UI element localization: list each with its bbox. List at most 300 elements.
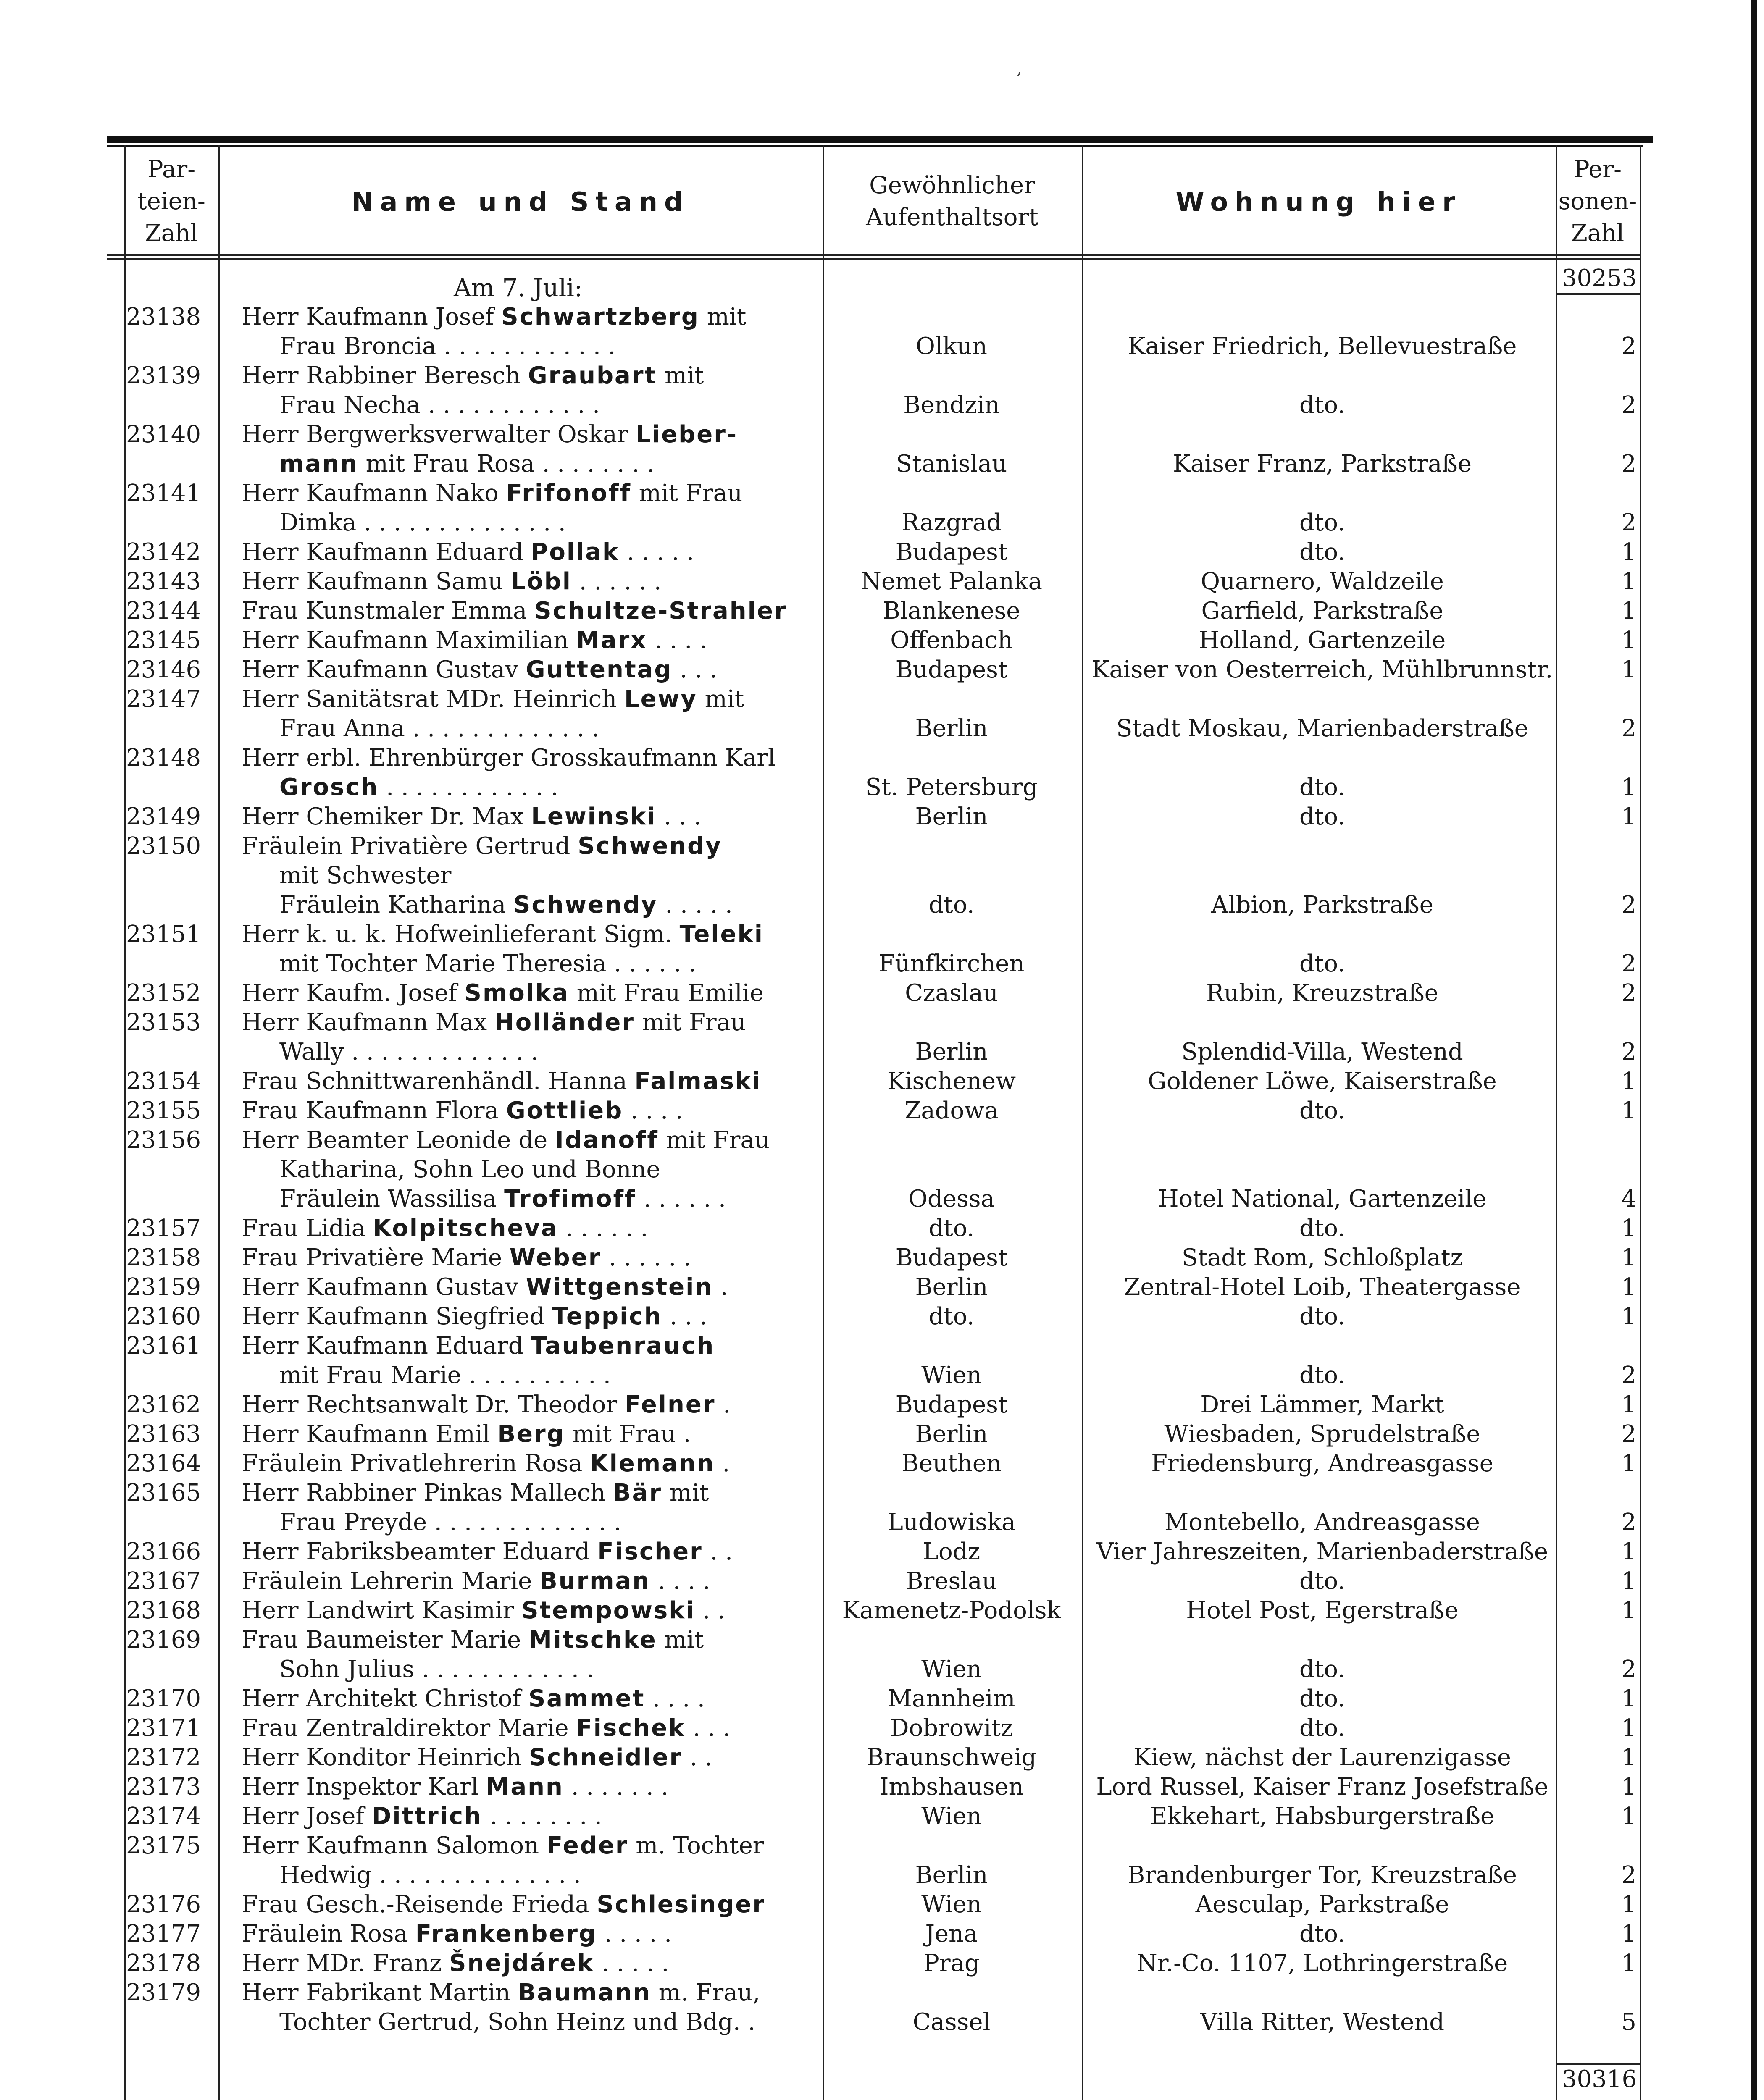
person-count: 1 <box>1621 1920 1636 1948</box>
lodging-address: Albion, Parkstraße <box>1211 891 1433 919</box>
name-and-status <box>242 1772 817 1802</box>
usual-residence: Breslau <box>906 1567 997 1595</box>
name-and-status <box>242 1067 817 1096</box>
name-suffix: . . . . . . <box>571 568 662 595</box>
name-text: Herr Chemiker Dr. Max <box>242 803 531 830</box>
usual-residence: Olkun <box>916 333 987 360</box>
person-count: 2 <box>1621 950 1636 977</box>
name-and-status <box>242 1390 817 1420</box>
name-text: Herr Kaufmann Max <box>242 1009 494 1036</box>
party-number: 23146 <box>126 656 201 683</box>
person-count: 1 <box>1621 1391 1636 1418</box>
name-suffix: . . . . . <box>597 1920 672 1948</box>
table-row <box>0 1302 1764 1331</box>
name-text: Frau Broncia . . . . . . . . . . . . <box>279 333 616 360</box>
table-row <box>0 685 1764 714</box>
usual-residence: Fünfkirchen <box>878 950 1025 977</box>
person-count: 2 <box>1621 391 1636 419</box>
party-number: 23140 <box>126 421 201 448</box>
party-number: 23169 <box>126 1626 201 1654</box>
lodging-address: Kaiser Franz, Parkstraße <box>1173 450 1472 478</box>
lodging-address: Holland, Gartenzeile <box>1199 627 1446 654</box>
party-number: 23174 <box>126 1803 201 1830</box>
table-row <box>0 832 1764 861</box>
party-number: 23143 <box>126 568 201 595</box>
name-suffix: . . . . . . <box>558 1215 648 1242</box>
name-and-status <box>279 1361 855 1390</box>
party-number: 23151 <box>126 921 201 948</box>
name-text: Fräulein Wassilisa <box>279 1185 505 1213</box>
name-and-status <box>242 1449 817 1478</box>
lodging-address: Stadt Rom, Schloßplatz <box>1182 1244 1463 1271</box>
name-suffix: mit Frau <box>658 1126 770 1154</box>
name-and-status <box>279 449 855 479</box>
name-text: Herr Kaufmann Emil <box>242 1420 498 1448</box>
lodging-address: dto. <box>1299 803 1345 830</box>
party-number: 23171 <box>126 1714 201 1742</box>
name-and-status <box>279 773 855 802</box>
usual-residence: Mannheim <box>888 1685 1015 1712</box>
header-lodging-here <box>1082 149 1556 254</box>
usual-residence: Prag <box>923 1950 980 1977</box>
party-number: 23153 <box>126 1009 201 1036</box>
surname: Schultze-Strahler <box>534 597 787 625</box>
person-count: 1 <box>1621 538 1636 566</box>
surname: Mitschke <box>528 1626 657 1654</box>
header-text: Par- <box>147 156 196 183</box>
carry-in-total: 30253 <box>1556 264 1641 295</box>
party-number: 23149 <box>126 803 201 830</box>
name-suffix: mit <box>662 1479 709 1507</box>
usual-residence: Lodz <box>923 1538 981 1565</box>
lodging-address: dto. <box>1299 1362 1345 1389</box>
lodging-address: Lord Russel, Kaiser Franz Josefstraße <box>1096 1773 1548 1801</box>
usual-residence: Budapest <box>895 1391 1008 1418</box>
name-and-status <box>279 1861 855 1890</box>
person-count: 1 <box>1621 1068 1636 1095</box>
usual-residence: St. Petersburg <box>865 774 1038 801</box>
name-suffix: mit Frau Emilie <box>569 979 764 1007</box>
party-number: 23173 <box>126 1773 201 1801</box>
person-count: 2 <box>1621 1509 1636 1536</box>
header-text: Aufenthaltsort <box>866 204 1038 231</box>
lodging-address: dto. <box>1299 1920 1345 1948</box>
name-text: Hedwig . . . . . . . . . . . . . . <box>279 1861 581 1889</box>
header-party-number <box>124 149 218 254</box>
party-number: 23147 <box>126 685 201 713</box>
usual-residence: Wien <box>921 1656 982 1683</box>
surname: Wittgenstein <box>526 1273 713 1301</box>
person-count: 2 <box>1621 333 1636 360</box>
name-text: mit Frau Marie . . . . . . . . . . <box>279 1362 611 1389</box>
lodging-address: Goldener Löwe, Kaiserstraße <box>1148 1068 1497 1095</box>
surname: Schwendy <box>578 832 722 860</box>
person-count: 2 <box>1621 715 1636 742</box>
table-row <box>0 1831 1764 1861</box>
lodging-address: Quarnero, Waldzeile <box>1201 568 1444 595</box>
table-row <box>0 920 1764 949</box>
name-text: mit Tochter Marie Theresia . . . . . . <box>279 950 697 977</box>
name-and-status <box>279 1184 855 1214</box>
lodging-address: Garfield, Parkstraße <box>1201 597 1443 625</box>
name-text: Herr Konditor Heinrich <box>242 1744 529 1771</box>
name-text: Sohn Julius . . . . . . . . . . . . <box>279 1656 594 1683</box>
usual-residence: Berlin <box>915 803 988 830</box>
usual-residence: Budapest <box>895 1244 1008 1271</box>
person-count: 2 <box>1621 1038 1636 1066</box>
name-and-status <box>242 655 817 685</box>
header-text: Name und Stand <box>351 186 690 217</box>
name-and-status <box>242 743 817 773</box>
lodging-address: dto. <box>1299 1714 1345 1742</box>
name-suffix: . . . . . . . . <box>482 1803 602 1830</box>
usual-residence: Berlin <box>915 1038 988 1066</box>
name-text: Frau Lidia <box>242 1215 373 1242</box>
lodging-address: dto. <box>1299 509 1345 536</box>
table-row <box>0 626 1764 655</box>
table-row <box>0 1567 1764 1596</box>
name-and-status <box>242 1420 817 1449</box>
name-text: Frau Schnittwarenhändl. Hanna <box>242 1068 635 1095</box>
table-row <box>0 449 1764 479</box>
person-count: 2 <box>1621 891 1636 919</box>
usual-residence: Berlin <box>915 1861 988 1889</box>
name-and-status <box>242 1831 817 1861</box>
party-number: 23165 <box>126 1479 201 1507</box>
name-and-status <box>279 2008 855 2037</box>
header-rule <box>107 254 1640 256</box>
party-number: 23161 <box>126 1332 201 1360</box>
header-text: teien- <box>137 188 205 215</box>
name-text: Herr Rabbiner Pinkas Mallech <box>242 1479 613 1507</box>
person-count: 2 <box>1621 1861 1636 1889</box>
person-count: 1 <box>1621 1685 1636 1712</box>
name-suffix: mit Frau . <box>565 1420 691 1448</box>
lodging-address: Kiew, nächst der Laurenzigasse <box>1133 1744 1512 1771</box>
party-number: 23172 <box>126 1744 201 1771</box>
person-count: 5 <box>1621 2008 1636 2036</box>
stray-mark: , <box>1017 59 1022 78</box>
table-row <box>0 890 1764 920</box>
party-number: 23159 <box>126 1273 201 1301</box>
table-row <box>0 420 1764 449</box>
name-and-status <box>242 832 817 861</box>
table-row <box>0 567 1764 596</box>
name-text: Herr Landwirt Kasimir <box>242 1597 522 1624</box>
header-text: Per- <box>1574 156 1622 183</box>
name-text: Herr Bergwerksverwalter Oskar <box>242 421 636 448</box>
name-suffix: . <box>715 1450 730 1477</box>
surname: Gottlieb <box>506 1097 623 1124</box>
table-row <box>0 1478 1764 1508</box>
name-suffix: . . <box>702 1538 733 1565</box>
name-text: Herr Kaufmann Siegfried <box>242 1303 552 1330</box>
person-count: 1 <box>1621 1450 1636 1477</box>
table-row <box>0 714 1764 743</box>
name-text: Herr Kaufmann Eduard <box>242 1332 531 1360</box>
lodging-address: Friedensburg, Andreasgasse <box>1151 1450 1493 1477</box>
person-count: 1 <box>1621 568 1636 595</box>
name-text: Frau Zentraldirektor Marie <box>242 1714 576 1742</box>
usual-residence: dto. <box>928 1303 975 1330</box>
surname: Marx <box>576 627 647 654</box>
name-suffix: . . . . <box>623 1097 683 1124</box>
table-row <box>0 1449 1764 1478</box>
name-suffix: . . . . <box>647 627 707 654</box>
name-text: Herr Inspektor Karl <box>242 1773 486 1801</box>
name-and-status <box>279 332 855 361</box>
name-and-status <box>242 1919 817 1949</box>
lodging-address: Hotel National, Gartenzeile <box>1158 1185 1487 1213</box>
name-suffix: mit Frau <box>634 1009 746 1036</box>
table-row <box>0 1155 1764 1184</box>
usual-residence: Bendzin <box>903 391 1000 419</box>
name-and-status <box>242 361 817 391</box>
name-text: Herr Fabriksbeamter Eduard <box>242 1538 598 1565</box>
surname: Fischer <box>597 1538 703 1565</box>
name-suffix: . . . . . . <box>636 1185 726 1213</box>
top-rule-thin <box>107 145 1643 147</box>
name-and-status <box>242 1978 817 2008</box>
lodging-address: Hotel Post, Egerstraße <box>1186 1597 1459 1624</box>
lodging-address: Splendid-Villa, Westend <box>1181 1038 1463 1066</box>
name-text: Fräulein Lehrerin Marie <box>242 1567 540 1595</box>
header-text: Wohnung hier <box>1175 186 1462 217</box>
table-row <box>0 1390 1764 1420</box>
surname: Felner <box>624 1391 716 1418</box>
person-count: 1 <box>1621 1097 1636 1124</box>
table-row <box>0 1214 1764 1243</box>
person-count: 1 <box>1621 1303 1636 1330</box>
person-count: 1 <box>1621 1744 1636 1771</box>
table-row <box>0 596 1764 626</box>
person-count: 1 <box>1621 774 1636 801</box>
lodging-address: Aesculap, Parkstraße <box>1195 1891 1449 1918</box>
name-text: Frau Baumeister Marie <box>242 1626 528 1654</box>
table-row <box>0 1743 1764 1772</box>
person-count: 1 <box>1621 1773 1636 1801</box>
name-suffix: . . <box>695 1597 725 1624</box>
party-number: 23141 <box>126 480 201 507</box>
name-and-status <box>242 1802 817 1831</box>
usual-residence: Imbshausen <box>879 1773 1024 1801</box>
table-row <box>0 802 1764 832</box>
party-number: 23168 <box>126 1597 201 1624</box>
name-text: Herr Kaufmann Gustav <box>242 1273 526 1301</box>
name-suffix: . <box>713 1273 728 1301</box>
usual-residence: Dobrowitz <box>890 1714 1013 1742</box>
usual-residence: Beuthen <box>901 1450 1002 1477</box>
name-and-status <box>279 508 855 538</box>
name-text: Herr Kaufmann Eduard <box>242 538 531 566</box>
table-row <box>0 479 1764 508</box>
surname: Teppich <box>552 1303 662 1330</box>
table-row <box>0 1537 1764 1567</box>
party-number: 23157 <box>126 1215 201 1242</box>
lodging-address: Drei Lämmer, Markt <box>1200 1391 1444 1418</box>
name-and-status <box>242 685 817 714</box>
surname: Pollak <box>531 538 620 566</box>
usual-residence: Budapest <box>895 538 1008 566</box>
usual-residence: Odessa <box>908 1185 995 1213</box>
table-row <box>0 1949 1764 1978</box>
lodging-address: Kaiser von Oesterreich, Mühlbrunnstr. <box>1091 656 1553 683</box>
name-text: Herr Kaufmann Gustav <box>242 656 526 683</box>
name-and-status <box>279 890 855 920</box>
name-suffix: . . . <box>672 656 718 683</box>
usual-residence: Berlin <box>915 715 988 742</box>
usual-residence: Jena <box>925 1920 978 1948</box>
name-text: Frau Kunstmaler Emma <box>242 597 535 625</box>
usual-residence: Offenbach <box>890 627 1013 654</box>
lodging-address: dto. <box>1299 391 1345 419</box>
header-name-and-status <box>218 149 823 254</box>
person-count: 2 <box>1621 1656 1636 1683</box>
party-number: 23178 <box>126 1950 201 1977</box>
name-text: Dimka . . . . . . . . . . . . . . <box>279 509 566 536</box>
usual-residence: Wien <box>921 1803 982 1830</box>
party-number: 23158 <box>126 1244 201 1271</box>
header-usual-residence <box>823 149 1082 254</box>
name-and-status <box>242 1478 817 1508</box>
surname: Sammet <box>528 1685 645 1712</box>
name-suffix: mit Frau <box>631 480 743 507</box>
surname: Schwendy <box>513 891 658 919</box>
table-row <box>0 1625 1764 1655</box>
table-row <box>0 1331 1764 1361</box>
table-row <box>0 1684 1764 1714</box>
name-text: Herr erbl. Ehrenbürger Grosskaufmann Karl <box>242 744 776 772</box>
name-and-status <box>242 1596 817 1625</box>
date-line: Am 7. Juli: <box>454 273 583 302</box>
lodging-address: Ekkehart, Habsburgerstraße <box>1150 1803 1495 1830</box>
table-row <box>0 1096 1764 1126</box>
person-count: 2 <box>1621 1420 1636 1448</box>
name-text: Frau Necha . . . . . . . . . . . . <box>279 391 600 419</box>
lodging-address: dto. <box>1299 1656 1345 1683</box>
name-suffix: . . . . . <box>657 891 733 919</box>
table-row <box>0 332 1764 361</box>
name-and-status <box>242 1890 817 1919</box>
name-and-status <box>242 1214 817 1243</box>
table-row <box>0 1978 1764 2008</box>
party-number: 23170 <box>126 1685 201 1712</box>
name-suffix: . . . . <box>650 1567 710 1595</box>
usual-residence: Wien <box>921 1891 982 1918</box>
name-and-status <box>242 1331 817 1361</box>
name-and-status <box>242 1625 817 1655</box>
table-row <box>0 655 1764 685</box>
name-and-status <box>242 1096 817 1126</box>
name-and-status <box>279 949 855 979</box>
table-row <box>0 1861 1764 1890</box>
person-count: 1 <box>1621 627 1636 654</box>
usual-residence: Berlin <box>915 1273 988 1301</box>
surname: Löbl <box>510 568 572 595</box>
person-count: 2 <box>1621 509 1636 536</box>
name-text: Herr Rechtsanwalt Dr. Theodor <box>242 1391 625 1418</box>
name-and-status <box>279 714 855 743</box>
name-text: Fräulein Katharina <box>279 891 514 919</box>
party-number: 23164 <box>126 1450 201 1477</box>
name-text: Fräulein Privatlehrerin Rosa <box>242 1450 590 1477</box>
surname: Schwartzberg <box>501 303 699 331</box>
table-row <box>0 979 1764 1008</box>
person-count: 1 <box>1621 1567 1636 1595</box>
surname: Klemann <box>590 1450 715 1477</box>
name-suffix: . . . . <box>645 1685 705 1712</box>
surname: Schlesinger <box>597 1891 765 1918</box>
name-text: Herr MDr. Franz <box>242 1950 450 1977</box>
usual-residence: dto. <box>928 891 975 919</box>
person-count: 2 <box>1621 979 1636 1007</box>
name-and-status <box>242 1567 817 1596</box>
lodging-address: Montebello, Andreasgasse <box>1164 1509 1480 1536</box>
party-number: 23163 <box>126 1420 201 1448</box>
name-and-status <box>242 596 817 626</box>
usual-residence: Czaslau <box>905 979 998 1007</box>
person-count: 2 <box>1621 450 1636 478</box>
surname: Guttentag <box>526 656 673 683</box>
surname: Lieber- <box>636 421 738 448</box>
name-suffix: . . . . . . <box>601 1244 691 1271</box>
name-text: mit Schwester <box>279 862 452 889</box>
header-text: Gewöhnlicher <box>869 172 1035 199</box>
name-text: Frau Kaufmann Flora <box>242 1097 506 1124</box>
surname: Lewinski <box>531 803 657 830</box>
person-count: 1 <box>1621 1803 1636 1830</box>
name-suffix: . . . . . <box>619 538 694 566</box>
party-number: 23156 <box>126 1126 201 1154</box>
table-row <box>0 773 1764 802</box>
usual-residence: Cassel <box>912 2008 991 2036</box>
table-row <box>0 1890 1764 1919</box>
name-text: Herr Kaufmann Samu <box>242 568 511 595</box>
table-row <box>0 1067 1764 1096</box>
person-count: 1 <box>1621 1215 1636 1242</box>
name-text: Herr Kaufmann Maximilian <box>242 627 576 654</box>
name-and-status <box>242 920 817 949</box>
name-and-status <box>242 1243 817 1273</box>
usual-residence: Blankenese <box>883 597 1020 625</box>
name-and-status <box>279 1655 855 1684</box>
usual-residence: dto. <box>928 1215 975 1242</box>
table-row <box>0 1126 1764 1155</box>
header-text: Zahl <box>1571 220 1625 247</box>
usual-residence: Kamenetz-Podolsk <box>842 1597 1061 1624</box>
table-row <box>0 1655 1764 1684</box>
name-and-status <box>242 1743 817 1772</box>
lodging-address: Brandenburger Tor, Kreuzstraße <box>1128 1861 1517 1889</box>
name-text: Herr Rabbiner Beresch <box>242 362 528 389</box>
party-number: 23145 <box>126 627 201 654</box>
lodging-address: dto. <box>1299 1303 1345 1330</box>
party-number: 23167 <box>126 1567 201 1595</box>
name-suffix: mit <box>699 303 747 331</box>
name-suffix: m. Frau, <box>651 1979 760 2006</box>
surname: Frankenberg <box>415 1920 597 1948</box>
table-row <box>0 1243 1764 1273</box>
table-row <box>0 1361 1764 1390</box>
header-text: sonen- <box>1558 188 1637 215</box>
surname: Taubenrauch <box>531 1332 715 1360</box>
table-row <box>0 1714 1764 1743</box>
table-row <box>0 1037 1764 1067</box>
lodging-address: dto. <box>1299 1215 1345 1242</box>
name-and-status <box>242 802 817 832</box>
table-row <box>0 1772 1764 1802</box>
name-and-status <box>279 861 855 890</box>
